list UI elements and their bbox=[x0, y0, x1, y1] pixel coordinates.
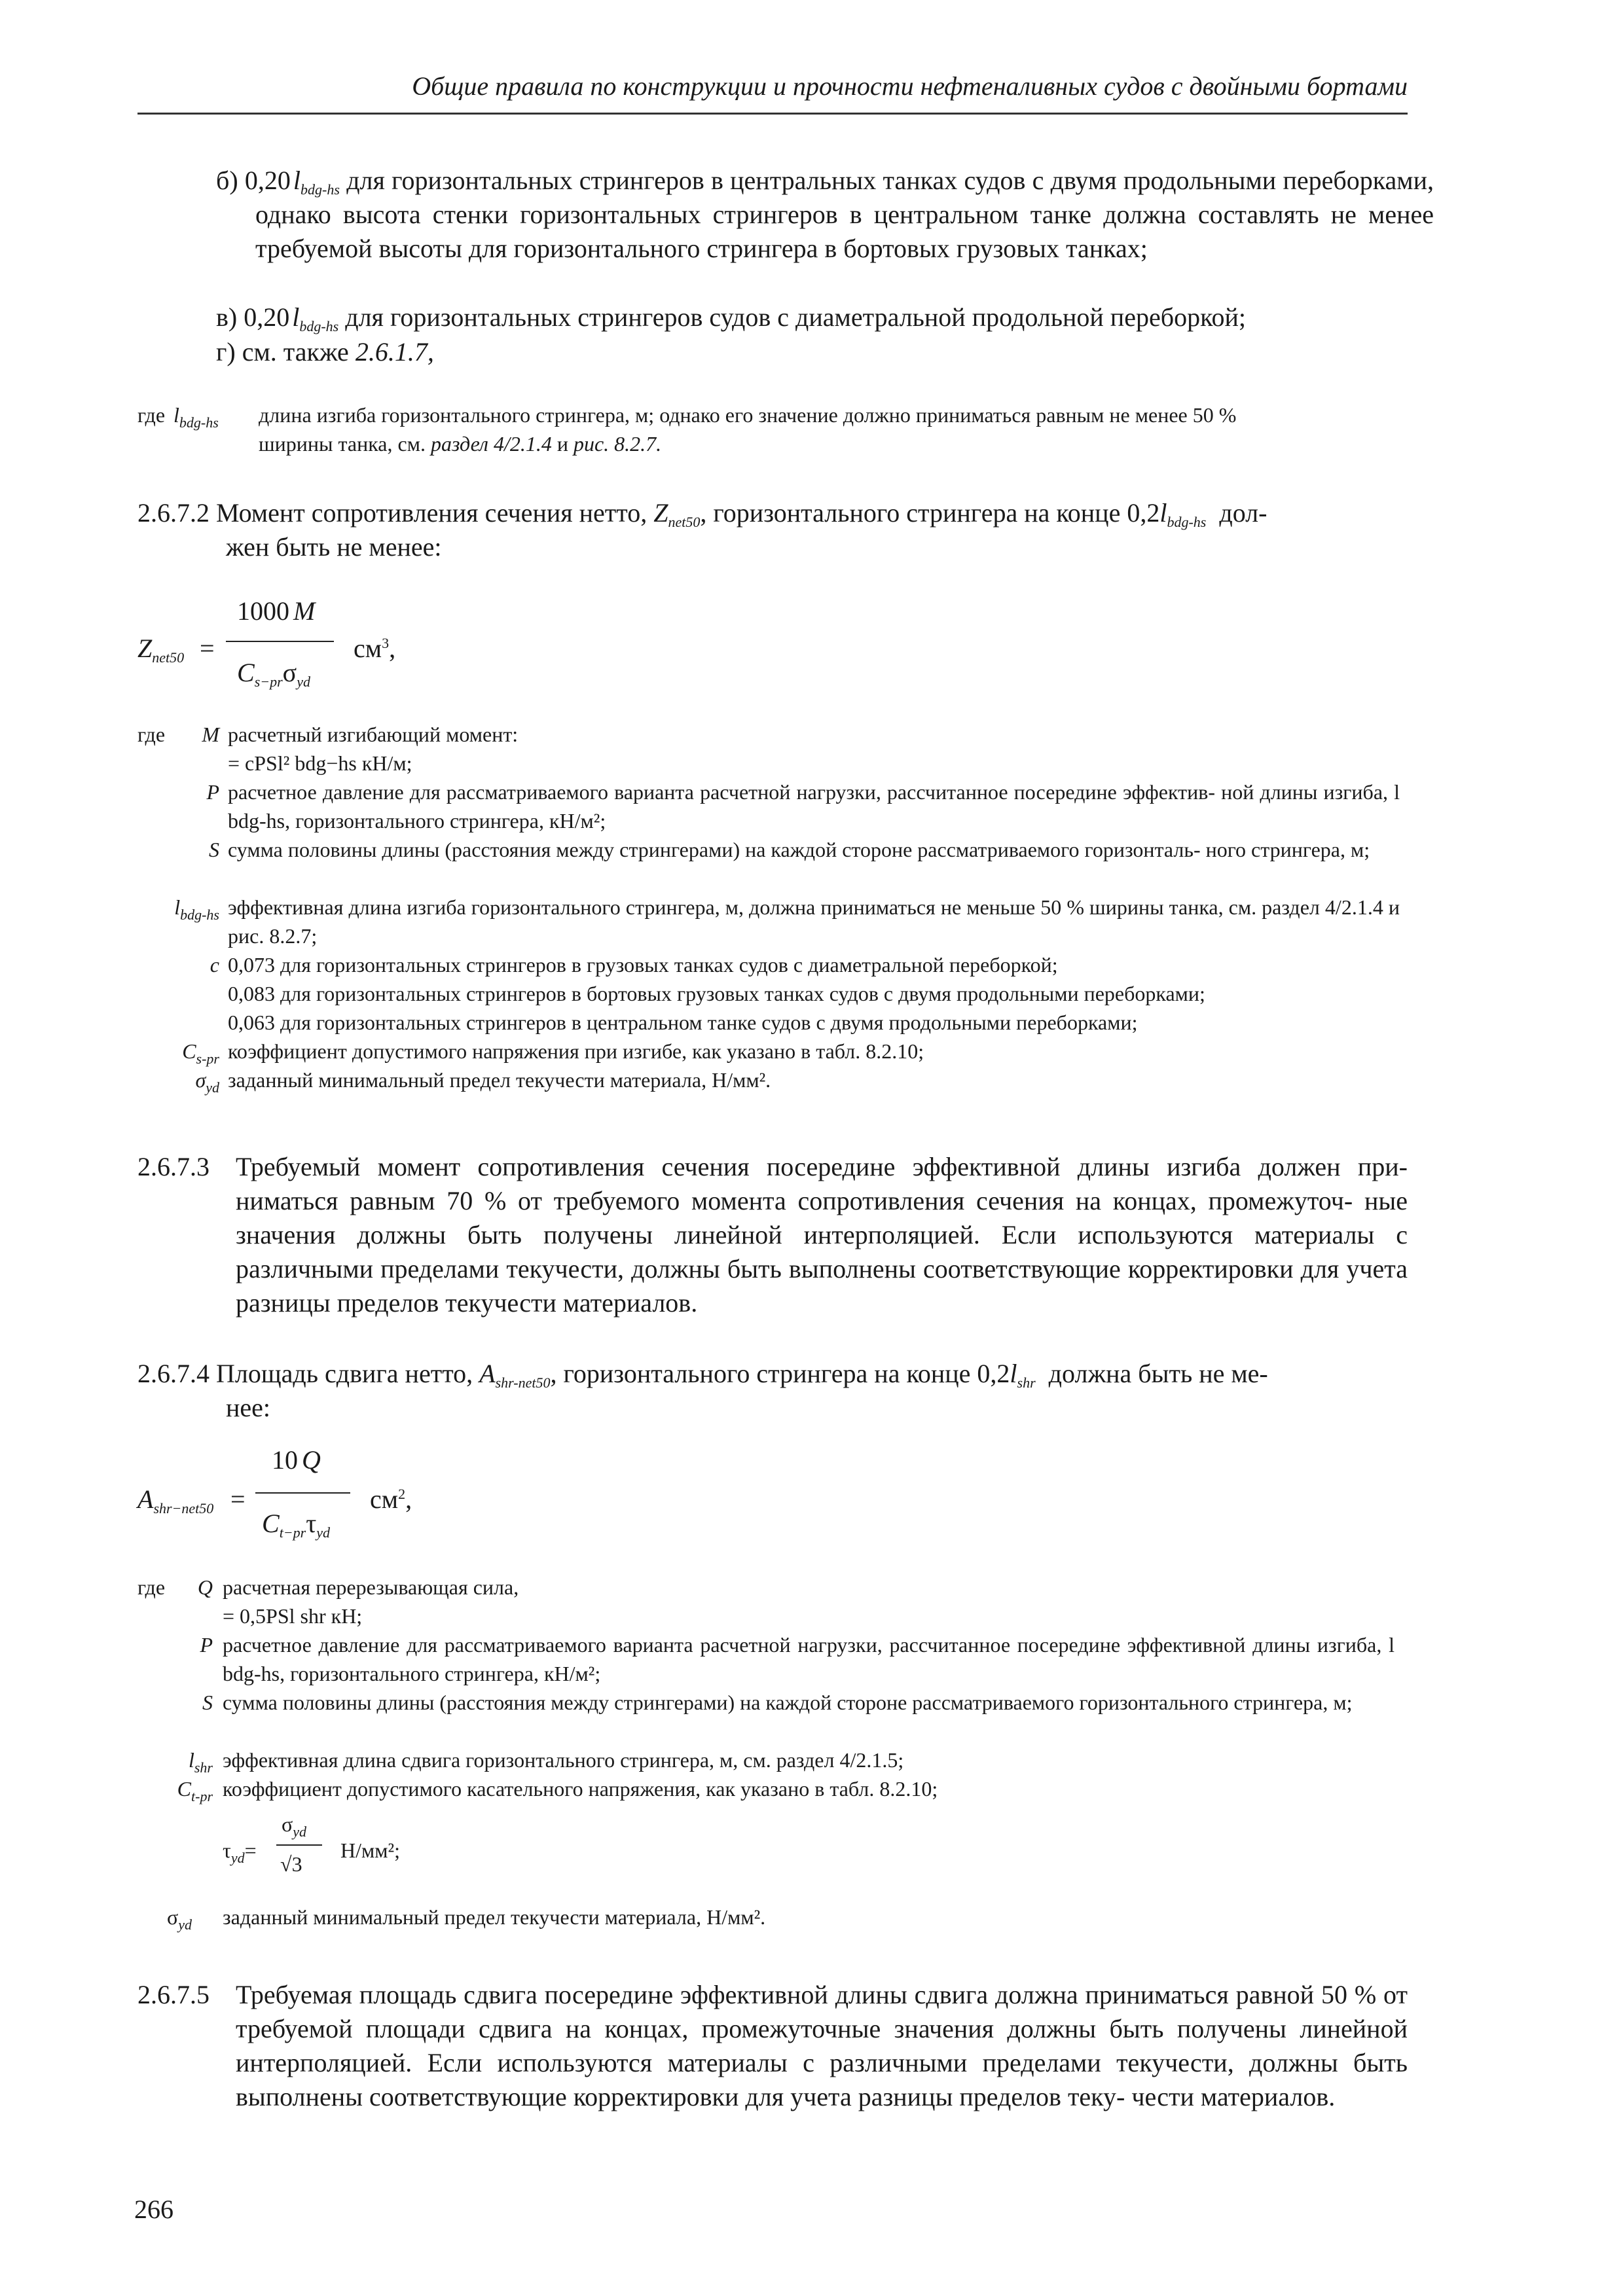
where2-item-symbol: S bbox=[209, 838, 219, 861]
where3-item-symbol: $C_{t-pr}$ bbox=[177, 1777, 213, 1804]
where2-item-symbol: M bbox=[202, 723, 219, 746]
where2-item-symbol: $l_{bdg-hs}$ bbox=[174, 895, 219, 923]
where-lead-1: где bbox=[137, 403, 166, 427]
running-header: Общие правила по конструкции и прочности нефтеналивных судов с двойными бортами bbox=[412, 71, 1408, 101]
where2-item-symbol: $\sigma_{yd}$ bbox=[195, 1068, 219, 1096]
formula1-numerator: 1000 M bbox=[237, 596, 316, 626]
where2-item-description: расчетный изгибающий момент: bbox=[228, 723, 519, 746]
where1-description: длина изгиба горизонтального стрингера, м; однако его значение должно приниматься равным не менее 50 % ширины танка, см. раздел 4/2.1.4 и рис. 8.2.7. bbox=[259, 403, 1237, 456]
where2-item-symbol: P bbox=[206, 780, 219, 804]
formula2-fraction-bar bbox=[255, 1492, 350, 1494]
section-2674-cont: нее: bbox=[226, 1393, 271, 1422]
where2-item-description: эффективная длина изгиба горизонтального стрингера, м, должна приниматься не меньше 50 % ширины танка, см. раздел 4/2.1.4 и рис. 8.2.7; bbox=[228, 895, 1400, 948]
where2-item-description: 0,073 для горизонтальных стрингеров в грузовых танках судов с диаметральной переборкой; bbox=[228, 953, 1058, 977]
where2-item-symbol: c bbox=[210, 953, 219, 977]
where2-item-symbol: $C_{s-pr}$ bbox=[182, 1039, 219, 1067]
formula1-eq: = bbox=[200, 634, 215, 663]
list-item-g: г) см. также 2.6.1.7, bbox=[216, 337, 434, 367]
section-2674: 2.6.7.4 Площадь сдвига нетто, $A_{shr-net50}$, горизонтального стрингера на конце $0,2l_{shr}$ должна быть не ме- bbox=[137, 1359, 1268, 1391]
where3-item-symbol: P bbox=[200, 1633, 213, 1657]
tau-denominator: √3 bbox=[280, 1852, 302, 1876]
where2-item-description: расчетное давление для рассматриваемого варианта расчетной нагрузки, рассчитанное посередине эффектив- ной длины изгиба, l bdg-hs, горизонтального стрингера, кН/м²; bbox=[228, 780, 1400, 833]
list-item-b: б) 0,20 $l_{bdg-hs}$ для горизонтальных стрингеров в центральных танках судов с двумя продольными переборками, однако высота стенки горизонтальных стрингеров в центральном танке должна составлять не менее требуемой высоты для горизонтального стрингера в бортовых грузовых танках; bbox=[216, 166, 1434, 263]
formula1-unit: $см^3$, bbox=[354, 634, 396, 663]
formula2-numerator: 10 Q bbox=[272, 1445, 321, 1475]
tau-lhs: $\tau_{yd}=$ bbox=[223, 1839, 257, 1866]
where2-item-description: = cPSl² bdg−hs кН/м; bbox=[228, 751, 412, 775]
tau-numerator: $\sigma_{yd}$ bbox=[282, 1812, 307, 1840]
sigma-description: заданный минимальный предел текучести материала, Н/мм². bbox=[223, 1905, 766, 1929]
header-rule bbox=[137, 113, 1408, 115]
page-number: 266 bbox=[134, 2195, 173, 2224]
section-2672: 2.6.7.2 Момент сопротивления сечения нетто, $Z_{net50}$, горизонтального стрингера на конце $0,2l_{bdg-hs}$ дол- bbox=[137, 498, 1267, 530]
list-item-v: в) 0,20 $l_{bdg-hs}$ для горизонтальных стрингеров судов с диаметральной продольной переборкой; bbox=[216, 302, 1246, 334]
where-lead-2: где bbox=[137, 723, 166, 746]
where3-item-description: расчетное давление для рассматриваемого варианта расчетной нагрузки, рассчитанное посередине эффективной длины изгиба, l bdg-hs, горизонтального стрингера, кН/м²; bbox=[223, 1633, 1395, 1685]
tau-fraction-bar bbox=[276, 1844, 322, 1846]
formula1-fraction-bar bbox=[226, 641, 334, 642]
where3-item-description: коэффициент допустимого касательного напряжения, как указано в табл. 8.2.10; bbox=[223, 1777, 938, 1801]
where3-item-description: сумма половины длины (расстояния между стрингерами) на каждой стороне рассматриваемого горизонтального стрингера, м; bbox=[223, 1691, 1353, 1714]
where3-item-description: = 0,5PSl shr кН; bbox=[223, 1604, 363, 1628]
tau-unit: Н/мм²; bbox=[340, 1839, 400, 1862]
where2-item-description: заданный минимальный предел текучести материала, Н/мм². bbox=[228, 1068, 771, 1092]
where3-item-description: расчетная перерезывающая сила, bbox=[223, 1575, 519, 1599]
formula2-eq: = bbox=[230, 1484, 246, 1514]
section-2672-cont: жен быть не менее: bbox=[226, 532, 442, 562]
formula2-unit: $см^2$, bbox=[370, 1484, 412, 1514]
where3-item-symbol: Q bbox=[197, 1575, 213, 1599]
formula1-denominator: $C_{s-pr}\sigma_{yd}$ bbox=[237, 658, 310, 690]
where2-item-description: коэффициент допустимого напряжения при изгибе, как указано в табл. 8.2.10; bbox=[228, 1039, 924, 1063]
formula1-lhs: $Z_{net50}$ bbox=[137, 634, 185, 666]
sigma-symbol: $\sigma_{yd}$ bbox=[167, 1905, 192, 1933]
formula2-denominator: $C_{t-pr}\tau_{yd}$ bbox=[262, 1509, 331, 1541]
where3-item-symbol: S bbox=[202, 1691, 213, 1714]
where2-item-description: 0,083 для горизонтальных стрингеров в бортовых грузовых танках судов с двумя продольными переборками; bbox=[228, 982, 1205, 1005]
formula2-lhs: $A_{shr-net50}$ bbox=[137, 1484, 214, 1516]
where3-item-symbol: $l_{shr}$ bbox=[188, 1748, 213, 1776]
where3-item-description: эффективная длина сдвига горизонтального стрингера, м, см. раздел 4/2.1.5; bbox=[223, 1748, 904, 1772]
where2-item-description: сумма половины длины (расстояния между стрингерами) на каждой стороне рассматриваемого горизонталь- ного стрингера, м; bbox=[228, 838, 1370, 861]
where-lead-3: где bbox=[137, 1575, 166, 1599]
where1-symbol: $l_{bdg-hs}$ bbox=[173, 403, 219, 431]
where2-item-description: 0,063 для горизонтальных стрингеров в центральном танке судов с двумя продольными переборками; bbox=[228, 1011, 1138, 1034]
section-2675: 2.6.7.5 Требуемая площадь сдвига посередине эффективной длины сдвига должна приниматься равной 50 % от требуемой площади сдвига на концах, промежуточные значения должны быть получены линейной интерполяцией. Если используются материалы с различными пределами текучести, должны быть выполнены соответствующие корректировки для учета разницы пределов теку- чести материалов. bbox=[137, 1980, 1408, 2111]
section-2673: 2.6.7.3 Требуемый момент сопротивления сечения посередине эффективной длины изгиба должен при- ниматься равным 70 % от требуемого момента сопротивления сечения на концах, промежуточ- ные значения должны быть получены линейной интерполяцией. Если используются материалы с различными пределами текучести, должны быть выполнены соответствующие корректировки для учета разницы пределов текучести материалов. bbox=[137, 1152, 1408, 1318]
